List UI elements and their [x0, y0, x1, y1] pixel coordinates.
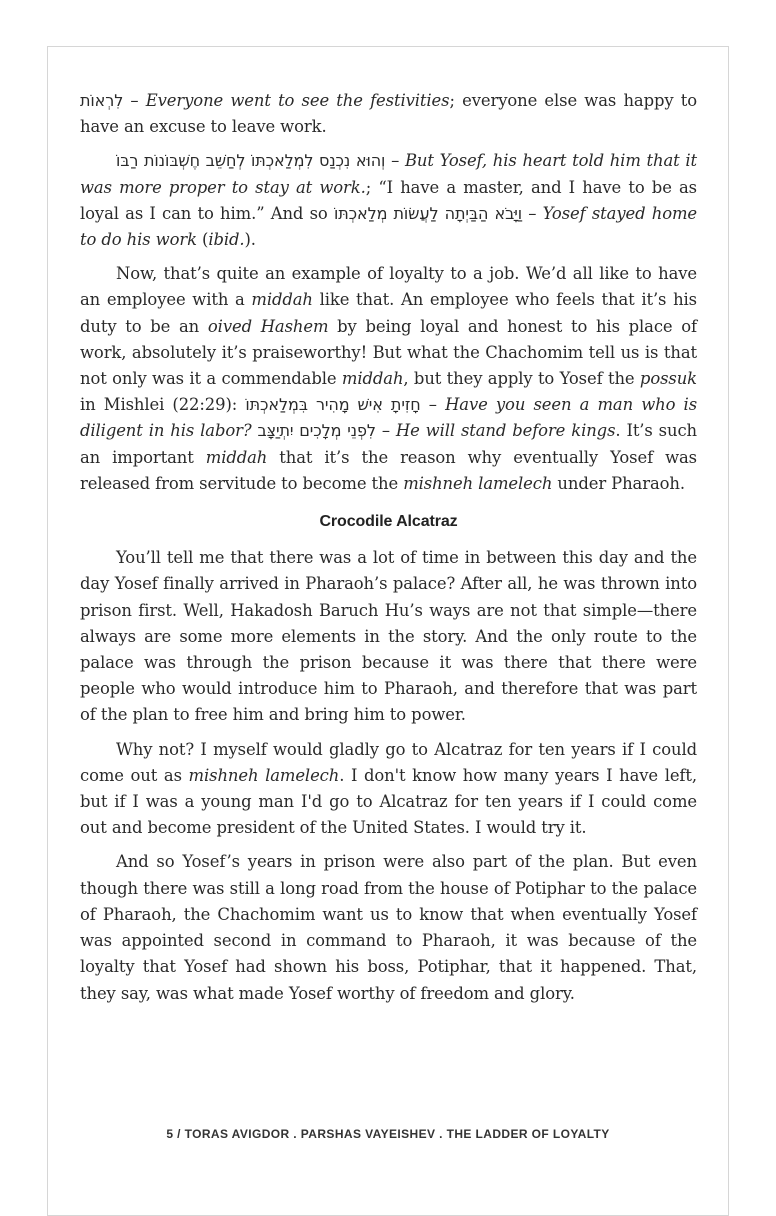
italic-text: mishneh lamelech: [403, 473, 553, 493]
hebrew-quote: חָזִיתָ אִישׁ מָהִיר בִּמְלַאכְתּוֹ: [245, 395, 421, 415]
text: You’ll tell me that there was a lot of time in between this day and the day Yosef finally arrived in Pharaoh’s palace? After all, he was thrown into prison first. Well, Hakadosh Baruch Hu’s ways are not that simple—there always are some more elements in the story. And the only route to the palace was through the prison because it was there that there were people who would introduce him to Pharaoh, and therefore that was part of the plan to free him and bring him to power.: [80, 548, 697, 725]
hebrew-quote: וְהוּא נִכְנַס לִמְלַאכְתּוֹ לְחַשֵּׁב חֶשְׁבּוֹנוֹת רַבּוֹ: [116, 151, 386, 171]
hebrew-quote: וַיָּבֹא הַבַּיְתָה לַעֲשׂוֹת מְלַאכְתּוֹ: [333, 203, 522, 223]
italic-text: mishneh lamelech: [188, 765, 340, 785]
italic-text: Everyone went to see the festivities: [145, 91, 450, 110]
page-footer: 5 / TORAS AVIGDOR . PARSHAS VAYEISHEV . THE LADDER OF LOYALTY: [166, 1127, 610, 1141]
text: under Pharaoh.: [552, 473, 685, 493]
text: . It’s such an important: [80, 421, 697, 467]
text: (: [196, 230, 209, 250]
paragraph: [80, 737, 697, 842]
page-body: [80, 88, 697, 1015]
paragraph: [80, 148, 697, 253]
text: –: [385, 151, 405, 171]
text: in Mishlei (22:29):: [80, 395, 246, 415]
text: Now, that’s quite an example of loyalty to a job. We’d all like to have an employee with a: [80, 264, 697, 310]
italic-text: But Yosef, his heart told him that it was more proper to stay at work.: [80, 151, 697, 197]
italic-text: middah: [251, 290, 313, 310]
italic-text: Yosef stayed home to do his work: [80, 203, 698, 250]
paragraph: [80, 849, 697, 1006]
text: like that. An employee who feels that it’s his duty to be an: [80, 290, 697, 336]
paragraph: [80, 88, 697, 140]
text: ; everyone else was happy to have an excuse to leave work.: [80, 91, 698, 137]
italic-text: middah: [341, 369, 404, 389]
italic-text: possuk: [639, 369, 697, 389]
text: , but they apply to Yosef the: [403, 369, 640, 389]
text: by being loyal and honest to his place of work, absolutely it’s praiseworthy! But what the Chachomim tell us is that not only was it a commendable: [80, 316, 698, 389]
italic-text: Have you seen a man who is diligent in his labor?: [80, 395, 698, 441]
text: –: [375, 421, 396, 441]
text: Why not? I myself would gladly go to Alcatraz for ten years if I could come out as: [80, 739, 697, 785]
text: ; “I have a master, and I have to be as loyal as I can to him.” And so: [80, 177, 697, 223]
section-heading: Crocodile Alcatraz: [319, 513, 458, 531]
text: –: [420, 395, 446, 415]
text: –: [522, 203, 543, 223]
text: And so Yosef’s years in prison were also part of the plan. But even though there was still a long road from the house of Potiphar to the palace of Pharaoh, the Chachomim want us to know that when eventually Yosef was appointed second in command to Pharaoh, it was because of the loyalty that Yosef had shown his boss, Potiphar, that it happened. That, they say, was what made Yosef worthy of freedom and glory.: [80, 852, 697, 1003]
text: . I don't know how many years I have left, but if I was a young man I'd go to Alcatraz for ten years if I could come out and become president of the United States. I would try it.: [80, 765, 697, 838]
italic-text: ibid.: [208, 230, 245, 250]
text: that it’s the reason why eventually Yosef was released from servitude to become the: [80, 447, 697, 493]
text: ).: [244, 230, 256, 250]
text: –: [123, 91, 146, 110]
italic-text: oived Hashem: [207, 316, 329, 336]
hebrew-quote: לִרְאוֹת: [80, 91, 124, 110]
hebrew-quote: לִפְנֵי מְלָכִים יִתְיַצָּב: [257, 421, 376, 441]
paragraph: [80, 261, 697, 497]
italic-text: He will stand before kings: [395, 421, 616, 441]
paragraph: [80, 545, 697, 728]
italic-text: middah: [205, 447, 268, 467]
